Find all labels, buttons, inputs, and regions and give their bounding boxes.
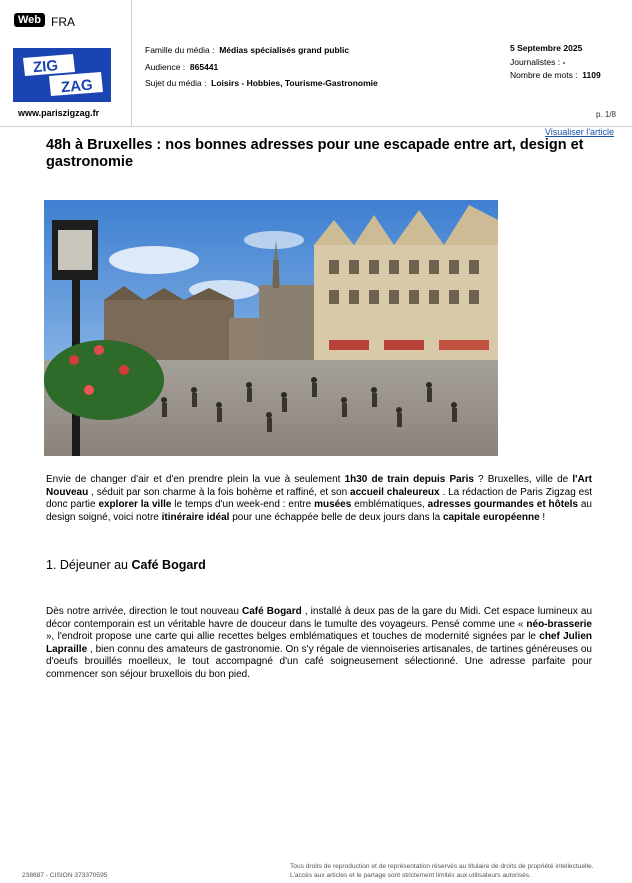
section-heading-1: 1. Déjeuner au Café Bogard <box>46 558 206 572</box>
meta-audience <box>145 62 218 72</box>
header-divider-horizontal <box>0 126 632 127</box>
article-photo <box>44 200 498 456</box>
header-divider-vertical <box>131 0 132 126</box>
view-article-link[interactable]: Visualiser l'article <box>544 127 614 137</box>
website-url: www.pariszigzag.fr <box>18 108 100 118</box>
footer-reference: 238687 - CISION 373370595 <box>22 872 108 879</box>
journalistes-value: - <box>562 57 566 67</box>
footer-rights <box>290 862 620 880</box>
meta-mots <box>510 70 601 80</box>
footer-rights-line2: L'accès aux articles et le partage sont strictement limités aux utilisateurs autorisés. <box>290 872 531 879</box>
meta-sujet <box>145 78 378 88</box>
audience-label: Audience : <box>145 62 186 72</box>
zigzag-logo <box>13 48 111 102</box>
paragraph-cafe-bogard: Dès notre arrivée, direction le tout nouveau Café Bogard , installé à deux pas de la gare du Midi. Cet espace lumineux au décor contemporain est un véritable havre de douceur dans le tumulte des voyageurs. Pensé comme une « néo-brasserie », l'endroit propose une carte qui allie recettes belges emblématiques et touches de modernité signées par le chef Julien Lapraille , bien connu des amateurs de gastronomie. On s'y régale de viennoiseries artisanales, de tartines généreuses ou d'oeufs brouillés moelleux, le tout accompagné d'un café soigneusement sélectionné. Une adresse parfaite pour commencer son séjour bruxellois du bon pied. <box>46 606 593 680</box>
sujet-value: Loisirs - Hobbies, Tourisme-Gastronomie <box>211 78 378 88</box>
intro-paragraph: Envie de changer d'air et d'en prendre plein la vue à seulement 1h30 de train depuis Paris ? Bruxelles, ville de l'Art Nouveau , séduit par son charme à la fois bohème et raffiné, et son accueil chaleureux . La rédaction de Paris Zigzag est donc partie explorer la ville le temps d'un week-end : entre musées emblématiques, adresses gourmandes et hôtels au design soigné, voici notre itinéraire idéal pour une échappée belle de deux jours dans la capitale européenne ! <box>46 474 592 523</box>
page-number: p. 1/8 <box>595 110 616 119</box>
logo-text-zig: ZIG <box>32 57 59 77</box>
language-label: FRA <box>51 15 75 29</box>
web-badge: Web <box>14 13 45 27</box>
meta-journalistes <box>510 57 565 67</box>
logo-text-zag: ZAG <box>60 76 94 97</box>
article-title: 48h à Bruxelles : nos bonnes adresses pour une escapade entre art, design et gastronomie <box>46 137 584 170</box>
famille-label: Famille du média : <box>145 45 215 55</box>
meta-famille <box>145 45 349 55</box>
sujet-label: Sujet du média : <box>145 78 207 88</box>
journalistes-label: Journalistes : <box>510 57 561 67</box>
audience-value: 865441 <box>189 62 219 72</box>
mots-label: Nombre de mots : <box>510 70 578 80</box>
publication-date: 5 Septembre 2025 <box>510 43 583 53</box>
famille-value: Médias spécialisés grand public <box>219 45 350 55</box>
mots-value: 1109 <box>582 70 601 80</box>
footer-rights-line1: Tous droits de reproduction et de représentation réservés au titulaire de droits de propriété intellectuelle. <box>290 863 594 870</box>
